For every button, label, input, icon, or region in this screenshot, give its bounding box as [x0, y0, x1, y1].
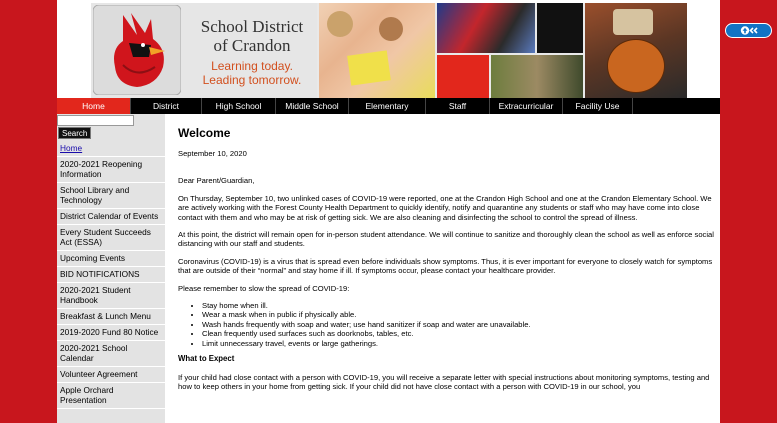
nav-middle-school[interactable]: Middle School: [276, 98, 349, 114]
sidebar-menu: [57, 141, 165, 409]
search-button[interactable]: Search: [58, 127, 91, 139]
sidebar-item-volunteer[interactable]: Volunteer Agreement: [57, 367, 165, 383]
cardinal-logo-icon: [93, 5, 181, 95]
sidebar-item-reopening[interactable]: 2020-2021 Reopening Information: [57, 157, 165, 183]
nav-elementary[interactable]: Elementary: [349, 98, 426, 114]
photo-red-tile: [437, 55, 489, 98]
nav-home[interactable]: Home: [57, 98, 131, 114]
page-title: Welcome: [178, 126, 231, 140]
list-intro: Please remember to slow the spread of COVID-19:: [178, 283, 350, 293]
header-banner: [91, 3, 687, 98]
sidebar-item-apple-orchard[interactable]: Apple Orchard Presentation: [57, 383, 165, 409]
letter-paragraph-3: Coronavirus (COVID-19) is a virus that is spread even before individuals show symptoms. Thus, it is ever important for everyone to closely watch for symptoms that are outside of their “normal” and stay home if ill. If symptoms occur, please contact your healthcare provider.: [178, 256, 713, 276]
photo-football: [437, 3, 535, 53]
sidebar: [57, 114, 165, 423]
letter-paragraph-4: If your child had close contact with a person with COVID-19, you will receive a separate letter with special instructions about monitoring symptoms, testing and how to keep others in your home from getting sick. If your child did not have close contact with a person with COVID-19 in our school, you: [178, 372, 710, 391]
sidebar-item-menu[interactable]: Breakfast & Lunch Menu: [57, 309, 165, 325]
photo-reading-children: [319, 3, 435, 98]
letter-date: September 10, 2020: [178, 149, 247, 158]
sidebar-item-library[interactable]: School Library and Technology: [57, 183, 165, 209]
letter-paragraph-2: At this point, the district will remain open for in-person student attendance. We will continue to sanitize and thoroughly clean the school as well as enforce social distancing with our staff and students.: [178, 230, 714, 249]
district-logo[interactable]: [91, 3, 317, 98]
sidebar-item-fund80[interactable]: 2019-2020 Fund 80 Notice: [57, 325, 165, 341]
list-item: • Stay home when ill.: [202, 301, 714, 310]
search-input[interactable]: [57, 115, 134, 126]
letter-greeting: Dear Parent/Guardian,: [178, 176, 255, 186]
list-item: • Clean frequently used surfaces such as doorknobs, tables, etc.: [202, 329, 714, 338]
photo-science: [491, 55, 583, 98]
nav-high-school[interactable]: High School: [202, 98, 276, 114]
tagline-line1: Learning today.: [211, 59, 293, 73]
sidebar-item-upcoming-events[interactable]: Upcoming Events: [57, 251, 165, 267]
photo-dark-tile: [537, 3, 583, 53]
district-name-line2: of Crandon: [213, 36, 291, 55]
sidebar-item-handbook[interactable]: 2020-2021 Student Handbook: [57, 283, 165, 309]
nav-facility-use[interactable]: Facility Use: [563, 98, 633, 114]
sidebar-item-bid-notifications[interactable]: BID NOTIFICATIONS: [57, 267, 165, 283]
prevention-list: [178, 301, 714, 348]
district-name-line1: School District: [200, 17, 304, 36]
list-item: • Wash hands frequently with soap and water; use hand sanitizer if soap and water are unavailable.: [202, 320, 714, 329]
scroll-top-button[interactable]: [725, 23, 772, 38]
list-item: • Limit unnecessary travel, events or large gatherings.: [202, 339, 714, 348]
district-tagline: [187, 59, 317, 87]
list-item: • Wear a mask when in public if physically able.: [202, 310, 714, 319]
district-name: [187, 17, 317, 55]
tagline-line2: Leading tomorrow.: [202, 73, 302, 87]
sidebar-item-essa[interactable]: Every Student Succeeds Act (ESSA): [57, 225, 165, 251]
main-content: [178, 126, 714, 399]
section-heading: What to Expect: [178, 354, 235, 364]
nav-district[interactable]: District: [131, 98, 202, 114]
nav-staff[interactable]: Staff: [426, 98, 490, 114]
nav-extracurricular[interactable]: Extracurricular: [490, 98, 563, 114]
arrow-up-icon: [734, 25, 764, 36]
letter-paragraph-1: On Thursday, September 10, two unlinked cases of COVID-19 were reported, one at the Crandon High School and one at the Crandon Elementary School. We are actively working with the Forest County Health Department to quickly identify, notify and quarantine any students or staff who may have come into close contact with them and who may be at risk of getting sick. We are also cleaning and disinfecting the school to control the spread of illness.: [178, 193, 712, 222]
photo-basketball: [585, 3, 687, 98]
sidebar-item-school-calendar[interactable]: 2020-2021 School Calendar: [57, 341, 165, 367]
sidebar-item-calendar-events[interactable]: District Calendar of Events: [57, 209, 165, 225]
main-nav: [57, 98, 720, 114]
sidebar-item-home[interactable]: Home: [57, 141, 165, 157]
